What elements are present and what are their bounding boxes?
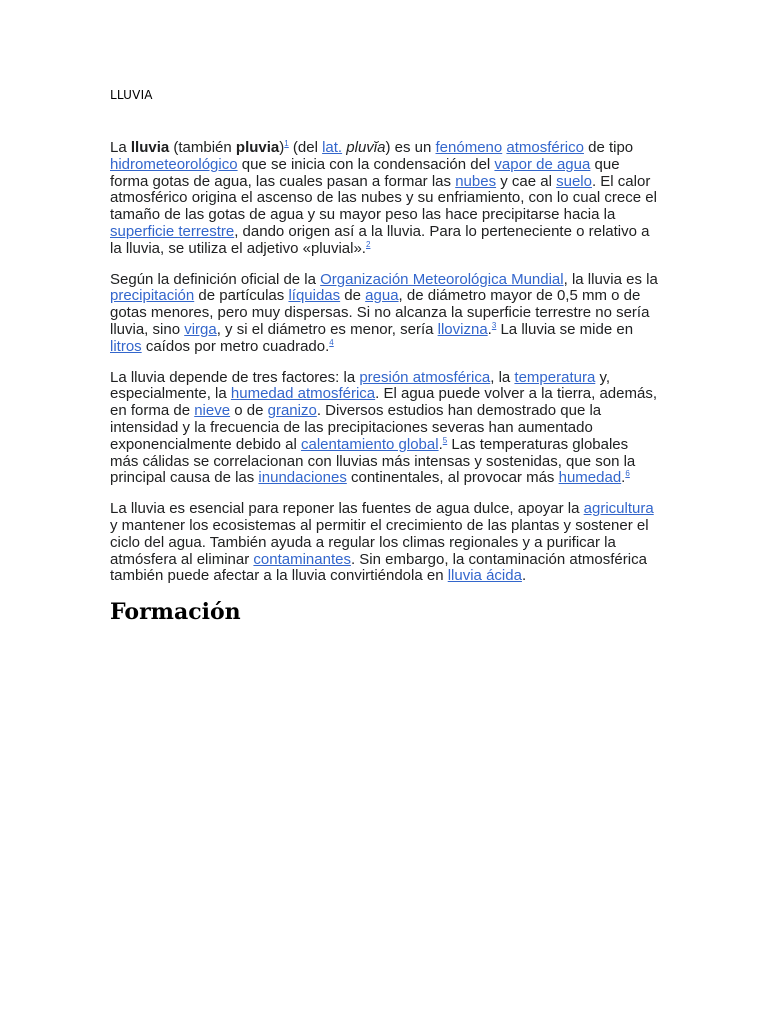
text: continentales, al provocar más: [346, 469, 559, 487]
text: .: [521, 567, 527, 585]
reference-link-5[interactable]: 5: [442, 435, 448, 445]
text: Según la definición oficial de la: [110, 270, 321, 288]
link-humedad-atmosferica[interactable]: humedad atmosférica: [230, 385, 376, 403]
link-agua[interactable]: agua: [365, 287, 399, 305]
reference-link-2[interactable]: 2: [365, 239, 371, 249]
link-nieve[interactable]: nieve: [194, 402, 231, 420]
link-organizacion-meteorologica-mundial[interactable]: Organización Meteorológica Mundial: [320, 270, 564, 288]
italic-term-pluvia: pluvĭa: [346, 139, 386, 156]
reference-link-1[interactable]: 1: [284, 139, 289, 148]
link-fenomeno[interactable]: fenómeno: [435, 139, 503, 156]
text: Las temperaturas globales más cálidas se correlacionan con lluvias más intensas y sostenidas, que son la principal causa de las: [110, 435, 636, 487]
text: y, especialmente, la: [110, 368, 611, 403]
text: que forma gotas de agua, las cuales pasan a formar las: [110, 155, 620, 190]
text: , de diámetro mayor de 0,5 mm o de gotas menores, pero muy dispersas. Si no alcanza la superficie terrestre no sería lluvia, sino: [110, 287, 650, 338]
reference-6[interactable]: [625, 469, 629, 478]
article-content: [110, 140, 658, 625]
link-lluvia-acida[interactable]: lluvia ácida: [447, 567, 522, 585]
text: .: [438, 435, 443, 453]
link-humedad[interactable]: humedad: [558, 469, 622, 487]
text: . El agua puede volver a la tierra, además, en forma de: [110, 385, 657, 420]
text: o de: [230, 402, 268, 420]
link-granizo[interactable]: granizo: [267, 402, 317, 420]
text: , y si el diámetro es menor, sería: [216, 320, 438, 338]
link-superficie-terrestre[interactable]: superficie terrestre: [110, 222, 235, 240]
text: que se inicia con la condensación del: [237, 155, 495, 173]
link-suelo[interactable]: suelo: [556, 172, 592, 190]
link-liquidas[interactable]: líquidas: [288, 287, 341, 305]
text: La lluvia se mide en: [496, 320, 634, 338]
text: , la lluvia es la: [563, 270, 658, 288]
text: .: [621, 469, 626, 487]
document-title: LLUVIA: [110, 88, 153, 102]
paragraph-importance: [110, 501, 658, 585]
link-atmosferico[interactable]: atmosférico: [506, 139, 584, 156]
text: (también: [169, 139, 236, 156]
link-hidrometeorologico[interactable]: hidrometeorológico: [110, 155, 238, 173]
link-vapor-de-agua[interactable]: vapor de agua: [494, 155, 591, 173]
text: ): [279, 139, 285, 156]
text: de tipo: [583, 139, 634, 156]
text: y mantener los ecosistemas al permitir el crecimiento de las plantas y sostener el ciclo del agua. También ayuda a regular los climas regionales y a purificar la atmósfera al eliminar: [110, 516, 649, 568]
link-temperatura[interactable]: temperatura: [514, 368, 596, 386]
link-agricultura[interactable]: agricultura: [583, 500, 654, 518]
link-lat[interactable]: lat.: [322, 139, 343, 156]
text: La lluvia depende de tres factores: la: [110, 368, 360, 386]
link-inundaciones[interactable]: inundaciones: [258, 469, 347, 487]
text: La: [110, 139, 131, 156]
link-presion-atmosferica[interactable]: presión atmosférica: [359, 368, 491, 386]
bold-term-pluvia: pluvia: [235, 139, 280, 156]
text: de: [340, 287, 366, 305]
text: caídos por metro cuadrado.: [141, 337, 330, 355]
text: y cae al: [496, 172, 557, 190]
section-heading-formacion: Formación: [110, 599, 241, 626]
reference-link-3[interactable]: 3: [491, 320, 497, 330]
link-litros[interactable]: litros: [110, 337, 142, 355]
link-llovizna[interactable]: llovizna: [437, 320, 488, 338]
text: de partículas: [194, 287, 289, 305]
text: ) es un: [385, 139, 436, 156]
link-nubes[interactable]: nubes: [455, 172, 497, 190]
text: La lluvia es esencial para reponer las fuentes de agua dulce, apoyar la: [110, 500, 584, 518]
paragraph-factors: [110, 370, 658, 488]
link-virga[interactable]: virga: [184, 320, 217, 338]
link-calentamiento-global[interactable]: calentamiento global: [300, 435, 439, 453]
link-precipitacion[interactable]: precipitación: [110, 287, 195, 305]
text: . El calor atmosférico origina el ascenso de las nubes y su enfriamiento, con lo cual crece el tamaño de las gotas de agua y su mayor peso las hace precipitarse hacia la: [110, 172, 657, 224]
text: . Sin embargo, la contaminación atmosférica también puede afectar a la lluvia convirtiéndola en: [110, 550, 647, 585]
text: (del: [288, 139, 323, 156]
text: .: [487, 320, 492, 338]
link-contaminantes[interactable]: contaminantes: [253, 550, 351, 568]
reference-2[interactable]: [366, 240, 370, 249]
reference-4[interactable]: [329, 338, 333, 347]
text: , dando origen así a la lluvia. Para lo perteneciente o relativo a la lluvia, se utiliza el adjetivo «pluvial».: [110, 222, 650, 257]
text: . Diversos estudios han demostrado que la intensidad y la frecuencia de las precipitaciones severas han aumentado exponencialmente debido al: [110, 402, 602, 453]
reference-link-6[interactable]: 6: [625, 469, 630, 479]
bold-term-lluvia: lluvia: [130, 139, 170, 156]
reference-link-4[interactable]: 4: [329, 337, 334, 347]
paragraph-definition: [110, 272, 658, 356]
paragraph-intro: [110, 140, 658, 258]
text: , la: [490, 368, 515, 386]
